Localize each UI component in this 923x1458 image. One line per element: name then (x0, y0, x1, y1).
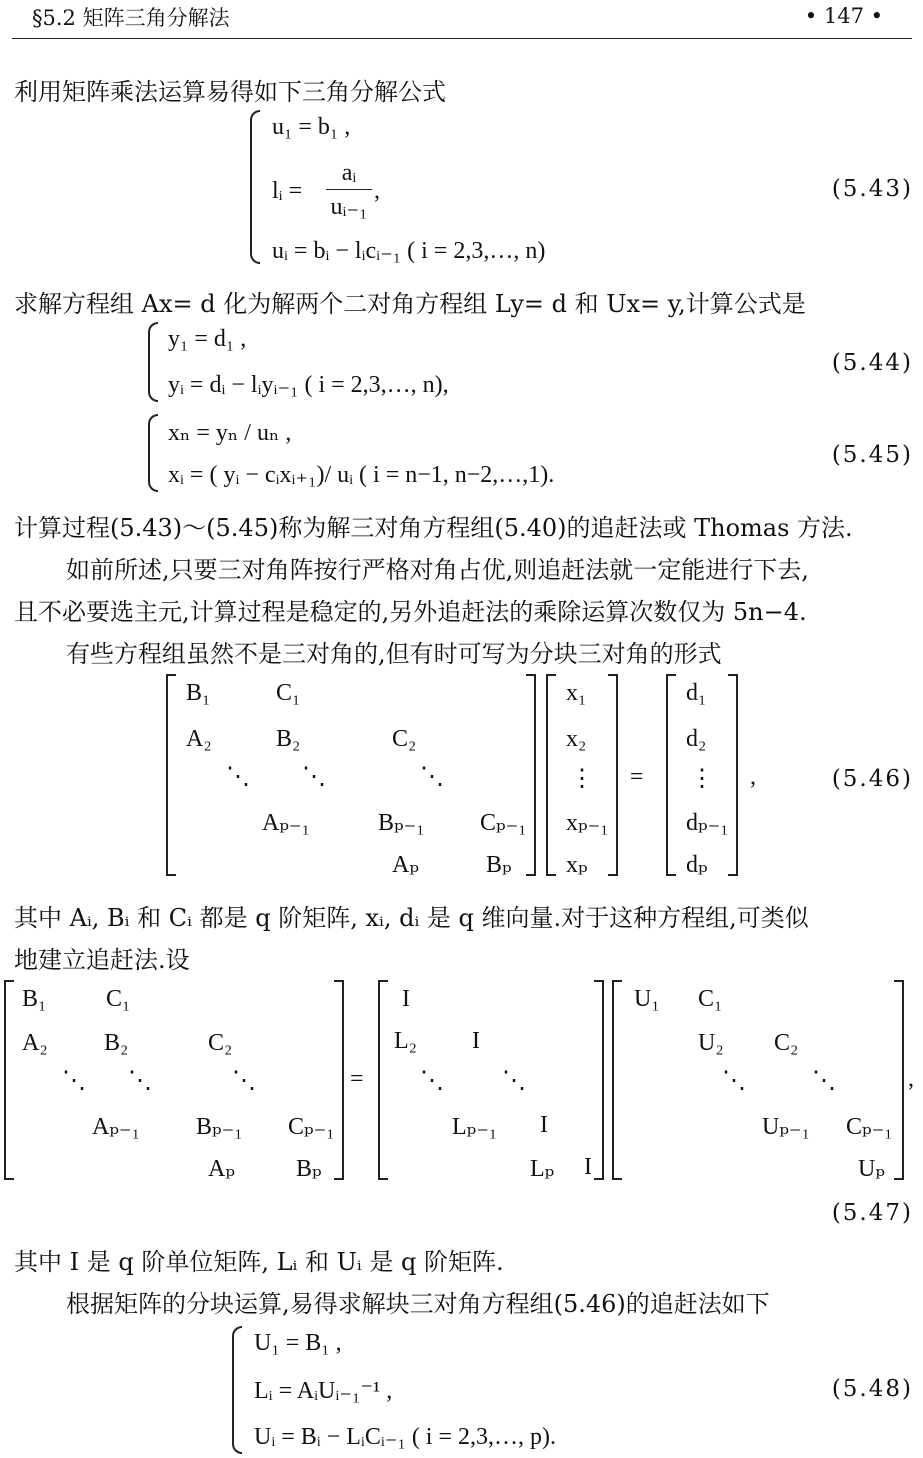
matrix-cell: C₂ (392, 726, 417, 752)
matrix-cell: Cₚ₋₁ (480, 810, 527, 836)
diagonal-dots: ⋱ (420, 1068, 444, 1094)
eq-5-48-line1: U₁ = B₁ , (254, 1330, 342, 1356)
matrix-cell: Bₚ (296, 1156, 322, 1182)
matrix-cell: B₁ (22, 986, 47, 1012)
matrix-cell: Aₚ₋₁ (92, 1114, 140, 1140)
eq-5-43-line3: uᵢ = bᵢ − lᵢcᵢ₋₁ ( i = 2,3,…, n) (272, 238, 546, 264)
fraction-bar (326, 189, 372, 190)
diagonal-dots: ⋱ (420, 764, 444, 790)
vector-cell: ⋮ (570, 766, 594, 792)
eq-number-5-44: (5.44) (831, 350, 913, 376)
matrix-l-right-bracket (594, 980, 604, 1180)
header-rule (12, 38, 912, 39)
matrix-cell: Cₚ₋₁ (288, 1114, 335, 1140)
matrix-cell: B₂ (104, 1030, 129, 1056)
matrix-cell: I (584, 1154, 592, 1180)
matrix-cell: Uₚ (858, 1156, 885, 1182)
eq-number-5-48: (5.48) (831, 1376, 913, 1402)
matrix-cell: I (472, 1028, 480, 1054)
diagonal-dots: ⋱ (128, 1068, 152, 1094)
matrix-cell: Aₚ (208, 1156, 235, 1182)
matrix-cell: B₁ (186, 680, 211, 706)
matrix-cell: U₂ (698, 1030, 724, 1056)
matrix-cell: C₂ (208, 1030, 233, 1056)
matrix-cell: U₁ (634, 986, 660, 1012)
eq-number-5-45: (5.45) (831, 442, 913, 468)
matrix-cell: C₁ (276, 680, 301, 706)
brace-5-44 (148, 322, 158, 402)
vector-cell: d₂ (686, 726, 707, 752)
paragraph-solve: 求解方程组 Ax= d 化为解两个二对角方程组 Ly= d 和 Ux= y,计算公式是 (14, 290, 806, 318)
matrix-cell: Aₚ (392, 852, 419, 878)
paragraph-stability-1: 如前所述,只要三对角阵按行严格对角占优,则追赶法就一定能进行下去, (66, 556, 809, 584)
brace-5-43 (250, 110, 260, 264)
eq-5-43-line1: u₁ = b₁ , (272, 114, 351, 140)
matrix-m-left-bracket (4, 980, 14, 1180)
vector-cell: d₁ (686, 680, 707, 706)
fraction-denominator: uᵢ₋₁ (330, 194, 368, 220)
matrix-cell: C₁ (106, 986, 131, 1012)
diagonal-dots: ⋱ (812, 1068, 836, 1094)
section-header: §5.2 矩阵三角分解法 (32, 6, 230, 30)
vector-d-left-bracket (666, 674, 676, 876)
paragraph-identity: 其中 I 是 q 阶单位矩阵, Lᵢ 和 Uᵢ 是 q 阶矩阵. (14, 1248, 504, 1276)
matrix-cell: A₂ (22, 1030, 48, 1056)
eq-5-44-line2: yᵢ = dᵢ − lᵢyᵢ₋₁ ( i = 2,3,…, n), (168, 372, 449, 398)
brace-5-48 (232, 1326, 242, 1454)
trailing-comma: , (908, 1066, 914, 1092)
matrix-cell: B₂ (276, 726, 301, 752)
matrix-m-right-bracket (334, 980, 344, 1180)
paragraph-block-chase: 根据矩阵的分块运算,易得求解块三对角方程组(5.46)的追赶法如下 (66, 1290, 770, 1318)
diagonal-dots: ⋱ (62, 1068, 86, 1094)
vector-cell: xₚ (566, 852, 588, 878)
equals-sign: = (350, 1066, 364, 1092)
eq-number-5-47: (5.47) (831, 1200, 913, 1226)
vector-cell: x₂ (566, 726, 587, 752)
matrix-cell: C₂ (774, 1030, 799, 1056)
eq-5-43-line2-tail: , (374, 178, 380, 204)
matrix-cell: A₂ (186, 726, 212, 752)
vector-d-right-bracket (728, 674, 738, 876)
brace-5-45 (148, 414, 158, 492)
trailing-comma: , (750, 764, 756, 790)
matrix-a-left-bracket (166, 674, 176, 876)
matrix-cell: Cₚ₋₁ (846, 1114, 893, 1140)
diagonal-dots: ⋱ (302, 764, 326, 790)
paragraph-intro: 利用矩阵乘法运算易得如下三角分解公式 (14, 78, 446, 106)
matrix-cell: Lₚ₋₁ (452, 1114, 498, 1140)
equals-sign: = (630, 764, 644, 790)
vector-cell: dₚ₋₁ (686, 810, 729, 836)
eq-5-43-line2-lhs: lᵢ = (272, 178, 303, 204)
matrix-u-right-bracket (894, 980, 904, 1180)
vector-cell: xₚ₋₁ (566, 810, 609, 836)
diagonal-dots: ⋱ (232, 1068, 256, 1094)
matrix-cell: Bₚ₋₁ (378, 810, 425, 836)
matrix-cell: Uₚ₋₁ (762, 1114, 810, 1140)
paragraph-block: 有些方程组虽然不是三对角的,但有时可写为分块三对角的形式 (66, 640, 722, 668)
page-number: • 147 • (804, 4, 883, 28)
paragraph-stability-2: 且不必要选主元,计算过程是稳定的,另外追赶法的乘除运算次数仅为 5n−4. (14, 598, 807, 626)
diagonal-dots: ⋱ (722, 1068, 746, 1094)
paragraph-assume: 地建立追赶法.设 (14, 946, 190, 974)
eq-5-43-fraction (326, 160, 372, 221)
vector-x-left-bracket (546, 674, 556, 876)
matrix-cell: I (402, 986, 410, 1012)
eq-number-5-43: (5.43) (831, 176, 913, 202)
vector-cell: dₚ (686, 852, 708, 878)
paragraph-where: 其中 Aᵢ, Bᵢ 和 Cᵢ 都是 q 阶矩阵, xᵢ, dᵢ 是 q 维向量.对于这种方程组,可类似 (14, 904, 809, 932)
matrix-cell: Bₚ (486, 852, 512, 878)
vector-x-right-bracket (608, 674, 618, 876)
matrix-u-left-bracket (612, 980, 622, 1180)
eq-5-44-line1: y₁ = d₁ , (168, 326, 247, 352)
eq-5-45-line1: xₙ = yₙ / uₙ , (168, 420, 292, 446)
matrix-cell: I (540, 1112, 548, 1138)
matrix-a-right-bracket (526, 674, 536, 876)
diagonal-dots: ⋱ (502, 1068, 526, 1094)
fraction-numerator: aᵢ (341, 160, 357, 186)
diagonal-dots: ⋱ (226, 764, 250, 790)
eq-5-48-line2: Lᵢ = AᵢUᵢ₋₁⁻¹ , (254, 1378, 393, 1404)
eq-5-45-line2: xᵢ = ( yᵢ − cᵢxᵢ₊₁)/ uᵢ ( i = n−1, n−2,…,1). (168, 462, 555, 488)
matrix-cell: Lₚ (530, 1156, 555, 1182)
matrix-cell: Aₚ₋₁ (262, 810, 310, 836)
vector-cell: x₁ (566, 680, 587, 706)
matrix-cell: C₁ (698, 986, 723, 1012)
eq-number-5-46: (5.46) (831, 766, 913, 792)
vector-cell: ⋮ (690, 766, 714, 792)
matrix-cell: Bₚ₋₁ (196, 1114, 243, 1140)
matrix-l-left-bracket (378, 980, 388, 1180)
eq-5-48-line3: Uᵢ = Bᵢ − LᵢCᵢ₋₁ ( i = 2,3,…, p). (254, 1424, 557, 1450)
paragraph-thomas: 计算过程(5.43)～(5.45)称为解三对角方程组(5.40)的追赶法或 Thomas 方法. (14, 514, 853, 542)
matrix-cell: L₂ (394, 1028, 418, 1054)
